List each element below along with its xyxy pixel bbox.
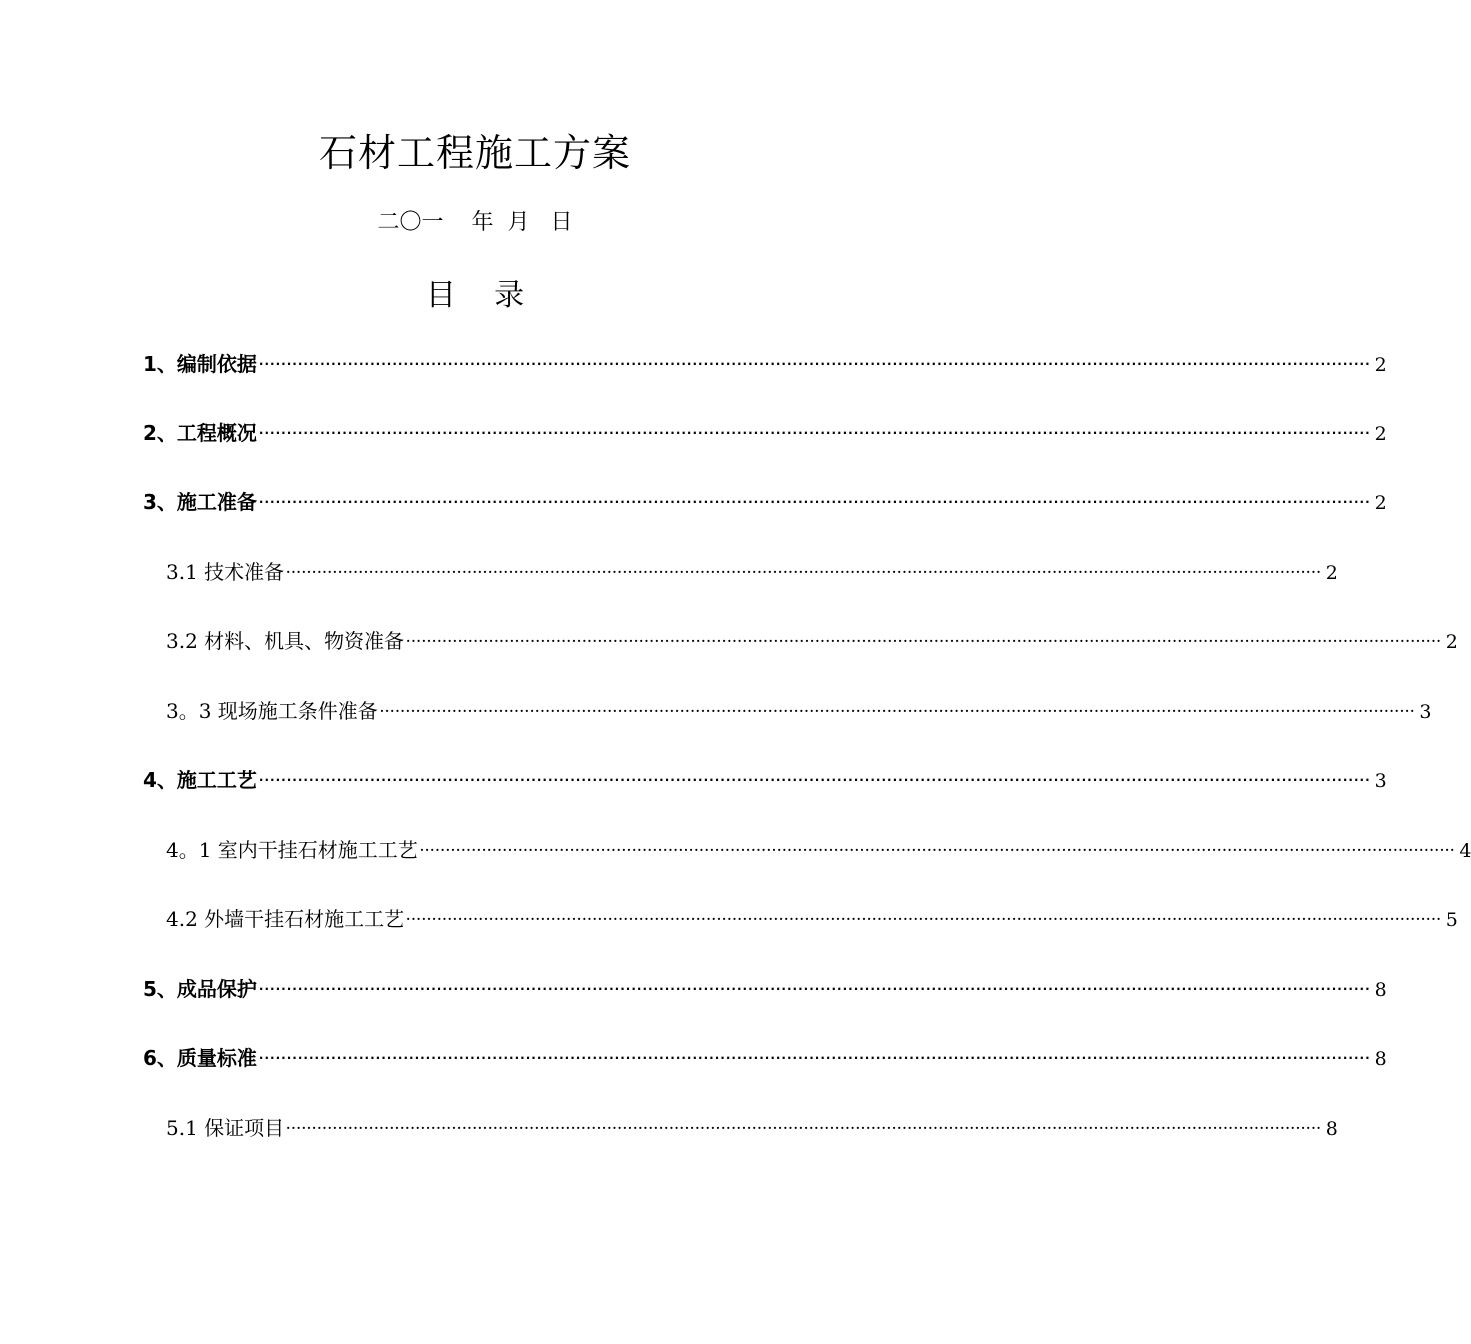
toc-entry[interactable] <box>143 974 1387 1004</box>
toc-entry-label: 1、编制依据 <box>143 352 257 376</box>
toc-entry-label: 6、质量标准 <box>143 1046 257 1070</box>
toc-entry-label: 5.1 保证项目 <box>166 1116 285 1140</box>
toc-entry-page: 2 <box>1374 492 1387 514</box>
toc-entry[interactable] <box>166 696 1432 726</box>
toc-entry-page: 2 <box>1374 354 1387 376</box>
toc-entry-page: 5 <box>1445 909 1458 931</box>
toc-entry-label: 3。3 现场施工条件准备 <box>166 699 378 723</box>
toc-entry[interactable] <box>166 904 1458 934</box>
toc-entry-page: 3 <box>1374 770 1387 792</box>
toc-entry-page: 2 <box>1374 423 1387 445</box>
toc-entry-label: 3.2 材料、机具、物资准备 <box>166 629 405 653</box>
toc-leader-dots: ········································································································································································································ <box>379 704 1416 718</box>
toc-entry-label: 2、工程概况 <box>143 421 257 445</box>
toc-entry[interactable] <box>166 626 1458 656</box>
toc-entry-page: 2 <box>1445 631 1458 653</box>
document-title: 石材工程施工方案 <box>318 131 631 175</box>
toc-entry-page: 2 <box>1325 562 1338 584</box>
toc-entry[interactable] <box>143 1043 1387 1073</box>
toc-entry-label: 4、施工工艺 <box>143 768 257 792</box>
toc-entry[interactable] <box>166 1113 1338 1143</box>
toc-entry-page: 8 <box>1325 1118 1338 1140</box>
toc-leader-dots: ········································································································································································································ <box>286 565 1322 579</box>
toc-entry[interactable] <box>166 835 1471 865</box>
document-date: 二〇一 年 月 日 <box>377 210 573 235</box>
toc-entry[interactable] <box>166 557 1338 587</box>
toc-entry-label: 4.2 外墙干挂石材施工工艺 <box>166 907 405 931</box>
toc-entry-label: 4。1 室内干挂石材施工工艺 <box>166 838 418 862</box>
toc-entry[interactable] <box>143 487 1387 517</box>
toc-entry-label: 5、成品保护 <box>143 977 257 1001</box>
toc-leader-dots: ········································································································································································································ <box>258 426 1371 440</box>
toc-leader-dots: ········································································································································································································ <box>258 495 1371 509</box>
toc-entry[interactable] <box>143 418 1387 448</box>
toc-entry-page: 8 <box>1374 979 1387 1001</box>
toc-leader-dots: ········································································································································································································ <box>286 1121 1322 1135</box>
toc-leader-dots: ········································································································································································································ <box>258 1051 1371 1065</box>
toc-entry-page: 8 <box>1374 1048 1387 1070</box>
toc-leader-dots: ········································································································································································································ <box>258 773 1371 787</box>
toc-entry[interactable] <box>143 349 1387 379</box>
toc-entry-label: 3、施工准备 <box>143 490 257 514</box>
toc-leader-dots: ········································································································································································································ <box>258 357 1371 371</box>
toc-leader-dots: ········································································································································································································ <box>406 912 1442 926</box>
toc-leader-dots: ········································································································································································································ <box>258 982 1371 996</box>
toc-leader-dots: ········································································································································································································ <box>419 843 1456 857</box>
toc-heading: 目 录 <box>425 278 525 313</box>
toc-entry-page: 3 <box>1419 701 1432 723</box>
toc-entry[interactable] <box>143 765 1387 795</box>
toc-leader-dots: ········································································································································································································ <box>406 634 1442 648</box>
toc-entry-page: 4 <box>1459 840 1471 862</box>
toc-entry-label: 3.1 技术准备 <box>166 560 285 584</box>
